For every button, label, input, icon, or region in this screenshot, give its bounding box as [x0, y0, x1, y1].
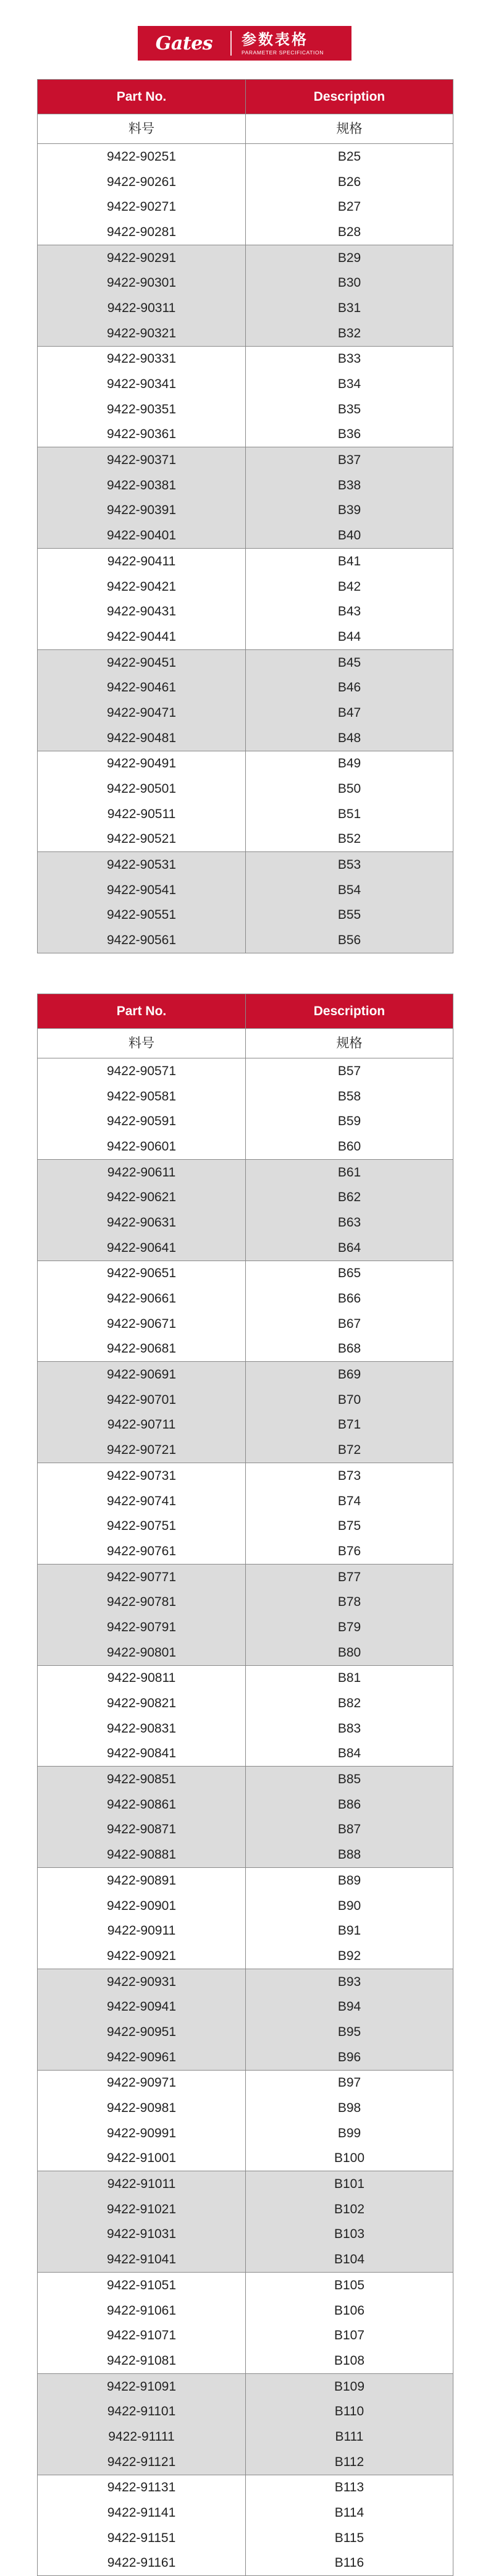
part-no-cell: 9422-90481 — [38, 725, 246, 751]
table-header-row — [38, 994, 453, 1029]
table-row — [38, 776, 453, 801]
description-cell: B91 — [246, 1918, 453, 1943]
part-no-cell: 9422-90891 — [38, 1868, 246, 1893]
part-no-cell: 9422-90521 — [38, 827, 246, 852]
description-cell: B78 — [246, 1589, 453, 1615]
description-cell: B58 — [246, 1084, 453, 1109]
description-cell: B99 — [246, 2121, 453, 2146]
description-cell: B106 — [246, 2298, 453, 2323]
description-cell: B45 — [246, 649, 453, 675]
part-no-cell: 9422-90391 — [38, 498, 246, 523]
description-cell: B44 — [246, 624, 453, 649]
spec-table-2 — [37, 994, 453, 2576]
part-no-cell: 9422-91141 — [38, 2500, 246, 2525]
description-cell: B103 — [246, 2222, 453, 2247]
table-row — [38, 2551, 453, 2576]
part-no-cell: 9422-91121 — [38, 2449, 246, 2475]
part-no-cell: 9422-90591 — [38, 1109, 246, 1134]
table-row — [38, 1615, 453, 1640]
description-cell: B89 — [246, 1868, 453, 1893]
table-row — [38, 751, 453, 776]
spec-header — [138, 26, 351, 61]
description-cell: B114 — [246, 2500, 453, 2525]
col-header-part-no: Part No. — [38, 994, 246, 1029]
description-cell: B37 — [246, 447, 453, 473]
table-row — [38, 1235, 453, 1261]
part-no-cell: 9422-90501 — [38, 776, 246, 801]
description-cell: B52 — [246, 827, 453, 852]
header-title: 参数表格 — [242, 30, 308, 48]
table-row — [38, 169, 453, 195]
part-no-cell: 9422-90801 — [38, 1640, 246, 1665]
part-no-cell: 9422-90981 — [38, 2095, 246, 2121]
description-cell: B116 — [246, 2551, 453, 2576]
part-no-cell: 9422-90821 — [38, 1691, 246, 1716]
description-cell: B84 — [246, 1741, 453, 1767]
description-cell: B87 — [246, 1817, 453, 1843]
table-row — [38, 473, 453, 498]
description-cell: B66 — [246, 1286, 453, 1311]
header-subtitle: PARAMETER SPECIFICATION — [242, 49, 324, 56]
table-row — [38, 1109, 453, 1134]
description-cell: B70 — [246, 1387, 453, 1413]
table-row — [38, 1513, 453, 1539]
part-no-cell: 9422-91071 — [38, 2323, 246, 2348]
part-no-cell: 9422-91151 — [38, 2525, 246, 2551]
description-cell: B30 — [246, 270, 453, 295]
part-no-cell: 9422-90511 — [38, 801, 246, 827]
description-cell: B47 — [246, 700, 453, 725]
description-cell: B109 — [246, 2373, 453, 2399]
table-row — [38, 2222, 453, 2247]
description-cell: B79 — [246, 1615, 453, 1640]
description-cell: B75 — [246, 1513, 453, 1539]
table-row — [38, 2298, 453, 2323]
part-no-cell: 9422-90881 — [38, 1842, 246, 1867]
description-cell: B67 — [246, 1311, 453, 1337]
part-no-cell: 9422-90381 — [38, 473, 246, 498]
part-no-cell: 9422-90421 — [38, 574, 246, 599]
table-header-row — [38, 80, 453, 114]
part-no-cell: 9422-91051 — [38, 2273, 246, 2298]
description-cell: B100 — [246, 2146, 453, 2171]
description-cell: B101 — [246, 2171, 453, 2197]
description-cell: B35 — [246, 397, 453, 422]
table-row — [38, 1413, 453, 1438]
description-cell: B60 — [246, 1134, 453, 1159]
description-cell: B53 — [246, 852, 453, 877]
subheader-description: 规格 — [246, 1029, 453, 1058]
table-row — [38, 371, 453, 397]
table-row — [38, 2525, 453, 2551]
part-no-cell: 9422-91011 — [38, 2171, 246, 2197]
description-cell: B27 — [246, 194, 453, 219]
table-row — [38, 2424, 453, 2449]
description-cell: B94 — [246, 1994, 453, 2019]
table-row — [38, 1842, 453, 1867]
table-row — [38, 2475, 453, 2500]
table-row — [38, 498, 453, 523]
part-no-cell: 9422-90971 — [38, 2070, 246, 2095]
part-no-cell: 9422-90471 — [38, 700, 246, 725]
description-cell: B62 — [246, 1185, 453, 1210]
description-cell: B98 — [246, 2095, 453, 2121]
part-no-cell: 9422-90751 — [38, 1513, 246, 1539]
table-row — [38, 2399, 453, 2424]
part-no-cell: 9422-90681 — [38, 1337, 246, 1362]
table-row — [38, 599, 453, 624]
part-no-cell: 9422-90301 — [38, 270, 246, 295]
part-no-cell: 9422-90361 — [38, 422, 246, 447]
table-row — [38, 1868, 453, 1893]
header-divider — [230, 31, 232, 56]
table-row — [38, 1286, 453, 1311]
description-cell: B107 — [246, 2323, 453, 2348]
description-cell: B29 — [246, 245, 453, 270]
table-row — [38, 1489, 453, 1514]
part-no-cell: 9422-90461 — [38, 675, 246, 700]
table-row — [38, 1463, 453, 1489]
table-row — [38, 1337, 453, 1362]
description-cell: B96 — [246, 2045, 453, 2070]
part-no-cell: 9422-91001 — [38, 2146, 246, 2171]
table-row — [38, 321, 453, 346]
part-no-cell: 9422-90791 — [38, 1615, 246, 1640]
part-no-cell: 9422-90631 — [38, 1210, 246, 1235]
part-no-cell: 9422-90571 — [38, 1058, 246, 1084]
part-no-cell: 9422-90661 — [38, 1286, 246, 1311]
description-cell: B48 — [246, 725, 453, 751]
description-cell: B112 — [246, 2449, 453, 2475]
table-row — [38, 2247, 453, 2272]
table-row — [38, 927, 453, 953]
part-no-cell: 9422-90691 — [38, 1362, 246, 1387]
description-cell: B56 — [246, 927, 453, 953]
description-cell: B63 — [246, 1210, 453, 1235]
part-no-cell: 9422-90291 — [38, 245, 246, 270]
table-row — [38, 649, 453, 675]
subheader-description: 规格 — [246, 114, 453, 144]
part-no-cell: 9422-90431 — [38, 599, 246, 624]
table-row — [38, 903, 453, 928]
table-row — [38, 1437, 453, 1463]
description-cell: B115 — [246, 2525, 453, 2551]
table-row — [38, 1969, 453, 1994]
part-no-cell: 9422-90401 — [38, 523, 246, 548]
table-row — [38, 1134, 453, 1159]
part-no-cell: 9422-90651 — [38, 1261, 246, 1286]
description-cell: B26 — [246, 169, 453, 195]
table-row — [38, 801, 453, 827]
part-no-cell: 9422-90411 — [38, 549, 246, 574]
table-row — [38, 2045, 453, 2070]
part-no-cell: 9422-90331 — [38, 346, 246, 371]
header-text — [232, 31, 324, 56]
description-cell: B65 — [246, 1261, 453, 1286]
description-cell: B36 — [246, 422, 453, 447]
part-no-cell: 9422-90871 — [38, 1817, 246, 1843]
table-row — [38, 1767, 453, 1792]
table-row — [38, 2197, 453, 2222]
part-no-cell: 9422-90351 — [38, 397, 246, 422]
table-row — [38, 1261, 453, 1286]
table-row — [38, 2095, 453, 2121]
table-row — [38, 549, 453, 574]
description-cell: B38 — [246, 473, 453, 498]
table-subheader-row — [38, 1029, 453, 1058]
table-row — [38, 1159, 453, 1185]
table-row — [38, 675, 453, 700]
table-subheader-row — [38, 114, 453, 144]
table-row — [38, 1210, 453, 1235]
table-row — [38, 1564, 453, 1589]
description-cell: B43 — [246, 599, 453, 624]
subheader-part-no: 料号 — [38, 1029, 246, 1058]
description-cell: B69 — [246, 1362, 453, 1387]
description-cell: B102 — [246, 2197, 453, 2222]
part-no-cell: 9422-90601 — [38, 1134, 246, 1159]
part-no-cell: 9422-90311 — [38, 295, 246, 321]
table-row — [38, 700, 453, 725]
description-cell: B92 — [246, 1943, 453, 1969]
table-row — [38, 2171, 453, 2197]
part-no-cell: 9422-90321 — [38, 321, 246, 346]
description-cell: B32 — [246, 321, 453, 346]
part-no-cell: 9422-90271 — [38, 194, 246, 219]
table-row — [38, 2070, 453, 2095]
description-cell: B86 — [246, 1792, 453, 1817]
table-row — [38, 2019, 453, 2045]
col-header-description: Description — [246, 80, 453, 114]
description-cell: B39 — [246, 498, 453, 523]
description-cell: B76 — [246, 1539, 453, 1564]
part-no-cell: 9422-90281 — [38, 219, 246, 245]
part-no-cell: 9422-90341 — [38, 371, 246, 397]
table-row — [38, 447, 453, 473]
part-no-cell: 9422-90921 — [38, 1943, 246, 1969]
table-row — [38, 245, 453, 270]
part-no-cell: 9422-90951 — [38, 2019, 246, 2045]
part-no-cell: 9422-90811 — [38, 1665, 246, 1691]
part-no-cell: 9422-90931 — [38, 1969, 246, 1994]
table-row — [38, 346, 453, 371]
description-cell: B40 — [246, 523, 453, 548]
part-no-cell: 9422-90531 — [38, 852, 246, 877]
description-cell: B90 — [246, 1893, 453, 1919]
table-row — [38, 1362, 453, 1387]
description-cell: B71 — [246, 1413, 453, 1438]
description-cell: B51 — [246, 801, 453, 827]
part-no-cell: 9422-91101 — [38, 2399, 246, 2424]
description-cell: B105 — [246, 2273, 453, 2298]
description-cell: B42 — [246, 574, 453, 599]
description-cell: B108 — [246, 2348, 453, 2373]
table-row — [38, 2323, 453, 2348]
table-row — [38, 1741, 453, 1767]
spec-table-1 — [37, 79, 453, 953]
description-cell: B28 — [246, 219, 453, 245]
col-header-part-no: Part No. — [38, 80, 246, 114]
table-row — [38, 1943, 453, 1969]
table-row — [38, 725, 453, 751]
table-row — [38, 1311, 453, 1337]
part-no-cell: 9422-90701 — [38, 1387, 246, 1413]
table-row — [38, 1387, 453, 1413]
part-no-cell: 9422-90861 — [38, 1792, 246, 1817]
description-cell: B68 — [246, 1337, 453, 1362]
table-row — [38, 2373, 453, 2399]
table-row — [38, 194, 453, 219]
table-row — [38, 219, 453, 245]
part-no-cell: 9422-91111 — [38, 2424, 246, 2449]
description-cell: B31 — [246, 295, 453, 321]
part-no-cell: 9422-90741 — [38, 1489, 246, 1514]
col-header-description: Description — [246, 994, 453, 1029]
description-cell: B81 — [246, 1665, 453, 1691]
part-no-cell: 9422-90941 — [38, 1994, 246, 2019]
part-no-cell: 9422-90641 — [38, 1235, 246, 1261]
description-cell: B46 — [246, 675, 453, 700]
description-cell: B41 — [246, 549, 453, 574]
description-cell: B77 — [246, 1564, 453, 1589]
table-row — [38, 2121, 453, 2146]
part-no-cell: 9422-90731 — [38, 1463, 246, 1489]
part-no-cell: 9422-90911 — [38, 1918, 246, 1943]
part-no-cell: 9422-90671 — [38, 1311, 246, 1337]
description-cell: B110 — [246, 2399, 453, 2424]
table-row — [38, 422, 453, 447]
description-cell: B54 — [246, 877, 453, 903]
table-row — [38, 1893, 453, 1919]
table-row — [38, 1185, 453, 1210]
part-no-cell: 9422-90451 — [38, 649, 246, 675]
table-row — [38, 1589, 453, 1615]
part-no-cell: 9422-90761 — [38, 1539, 246, 1564]
description-cell: B64 — [246, 1235, 453, 1261]
part-no-cell: 9422-90831 — [38, 1716, 246, 1741]
description-cell: B61 — [246, 1159, 453, 1185]
description-cell: B49 — [246, 751, 453, 776]
description-cell: B104 — [246, 2247, 453, 2272]
description-cell: B55 — [246, 903, 453, 928]
description-cell: B80 — [246, 1640, 453, 1665]
table-row — [38, 877, 453, 903]
table-row — [38, 1716, 453, 1741]
part-no-cell: 9422-91061 — [38, 2298, 246, 2323]
part-no-cell: 9422-90721 — [38, 1437, 246, 1463]
table-row — [38, 295, 453, 321]
part-no-cell: 9422-90851 — [38, 1767, 246, 1792]
description-cell: B57 — [246, 1058, 453, 1084]
table-row — [38, 1691, 453, 1716]
part-no-cell: 9422-91021 — [38, 2197, 246, 2222]
part-no-cell: 9422-90841 — [38, 1741, 246, 1767]
part-no-cell: 9422-90961 — [38, 2045, 246, 2070]
table-row — [38, 1792, 453, 1817]
part-no-cell: 9422-91161 — [38, 2551, 246, 2576]
part-no-cell: 9422-90581 — [38, 1084, 246, 1109]
table-row — [38, 827, 453, 852]
part-no-cell: 9422-91031 — [38, 2222, 246, 2247]
table-row — [38, 2449, 453, 2475]
description-cell: B72 — [246, 1437, 453, 1463]
table-row — [38, 1994, 453, 2019]
description-cell: B50 — [246, 776, 453, 801]
description-cell: B34 — [246, 371, 453, 397]
table-row — [38, 2273, 453, 2298]
gates-logo: Gates — [155, 32, 213, 54]
part-no-cell: 9422-90251 — [38, 144, 246, 169]
part-no-cell: 9422-90621 — [38, 1185, 246, 1210]
table-row — [38, 1640, 453, 1665]
part-no-cell: 9422-90711 — [38, 1413, 246, 1438]
table-row — [38, 270, 453, 295]
description-cell: B97 — [246, 2070, 453, 2095]
table-row — [38, 852, 453, 877]
table-row — [38, 574, 453, 599]
table-row — [38, 2146, 453, 2171]
table-row — [38, 523, 453, 548]
description-cell: B82 — [246, 1691, 453, 1716]
description-cell: B85 — [246, 1767, 453, 1792]
part-no-cell: 9422-90261 — [38, 169, 246, 195]
description-cell: B33 — [246, 346, 453, 371]
part-no-cell: 9422-91041 — [38, 2247, 246, 2272]
table-row — [38, 144, 453, 169]
table-row — [38, 2348, 453, 2373]
part-no-cell: 9422-90771 — [38, 1564, 246, 1589]
description-cell: B113 — [246, 2475, 453, 2500]
description-cell: B93 — [246, 1969, 453, 1994]
table-row — [38, 624, 453, 649]
part-no-cell: 9422-90551 — [38, 903, 246, 928]
part-no-cell: 9422-90781 — [38, 1589, 246, 1615]
table-row — [38, 397, 453, 422]
part-no-cell: 9422-91091 — [38, 2373, 246, 2399]
description-cell: B74 — [246, 1489, 453, 1514]
description-cell: B25 — [246, 144, 453, 169]
subheader-part-no: 料号 — [38, 114, 246, 144]
description-cell: B95 — [246, 2019, 453, 2045]
part-no-cell: 9422-90561 — [38, 927, 246, 953]
part-no-cell: 9422-90901 — [38, 1893, 246, 1919]
table-row — [38, 1539, 453, 1564]
table-row — [38, 2500, 453, 2525]
description-cell: B83 — [246, 1716, 453, 1741]
part-no-cell: 9422-90991 — [38, 2121, 246, 2146]
part-no-cell: 9422-90611 — [38, 1159, 246, 1185]
description-cell: B59 — [246, 1109, 453, 1134]
part-no-cell: 9422-90541 — [38, 877, 246, 903]
description-cell: B73 — [246, 1463, 453, 1489]
part-no-cell: 9422-91081 — [38, 2348, 246, 2373]
part-no-cell: 9422-90441 — [38, 624, 246, 649]
table-row — [38, 1817, 453, 1843]
table-row — [38, 1058, 453, 1084]
table-row — [38, 1918, 453, 1943]
part-no-cell: 9422-90371 — [38, 447, 246, 473]
table-row — [38, 1665, 453, 1691]
part-no-cell: 9422-91131 — [38, 2475, 246, 2500]
table-row — [38, 1084, 453, 1109]
description-cell: B111 — [246, 2424, 453, 2449]
part-no-cell: 9422-90491 — [38, 751, 246, 776]
description-cell: B88 — [246, 1842, 453, 1867]
